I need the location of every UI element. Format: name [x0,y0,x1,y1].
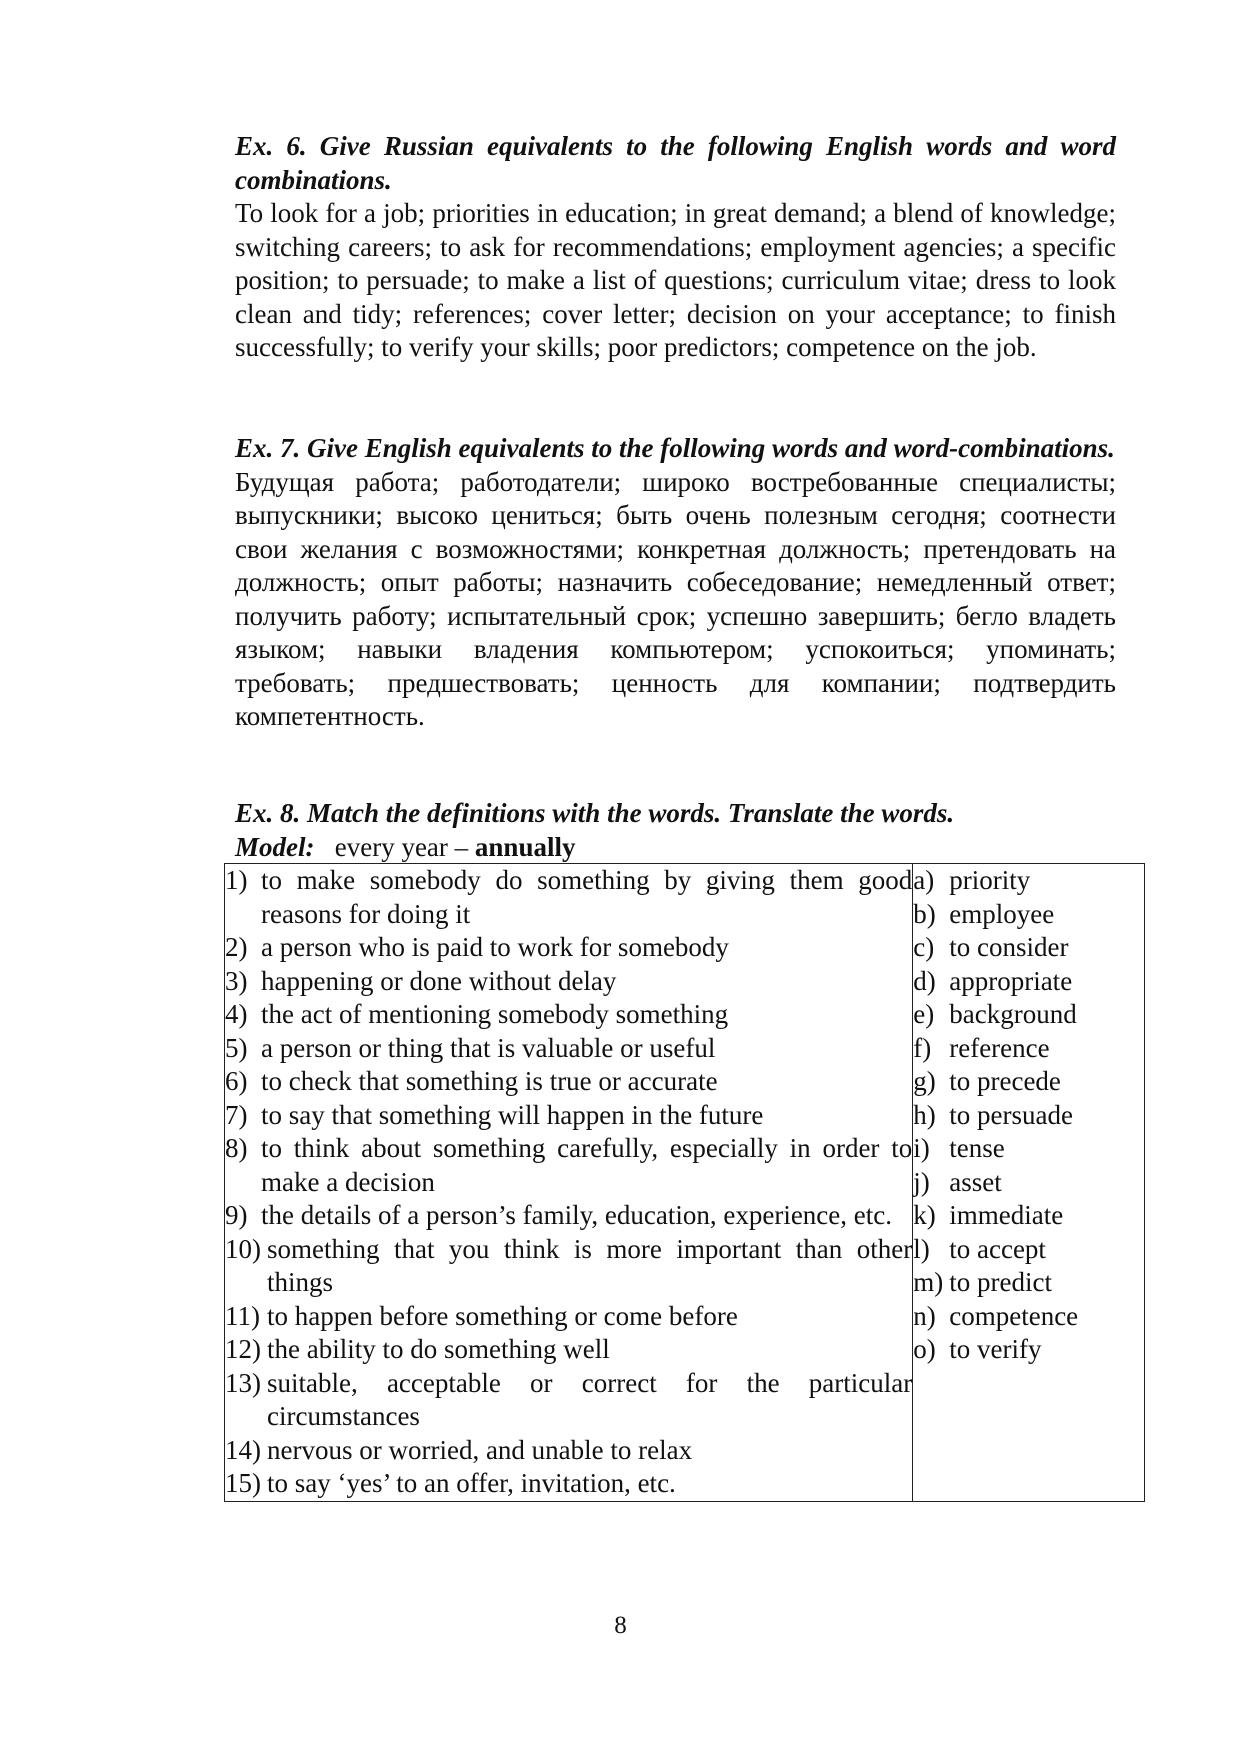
word-letter: h) [913,1099,936,1130]
word-letter: e) [913,999,935,1029]
exercise-7-title: Ex. 7. Give English equivalents to the following words and word-combinations. [235,433,1115,463]
word-letter: o) [913,1334,936,1364]
word-letter: n) [913,1300,936,1331]
word-item [913,1266,1144,1300]
word-letter: d) [913,965,936,996]
definition-item [225,1300,912,1334]
definition-number: 5) [225,1032,248,1063]
word-text: to precede [949,1066,1061,1096]
definition-text: to say that something will happen in the future [261,1099,764,1130]
definition-text: to happen before something or come before [267,1300,738,1331]
word-item [913,1166,1144,1200]
words-column [913,864,1145,1502]
word-text: asset [949,1166,1002,1197]
definitions-column [225,864,913,1502]
definition-text: suitable, acceptable or correct for the particular circumstances [267,1367,913,1431]
definition-text: something that you think is more important than other things [267,1233,913,1297]
word-item [913,1099,1144,1133]
word-item [913,1300,1144,1334]
definition-item [225,1065,912,1099]
model-label: Model: [235,831,315,862]
word-item [913,965,1144,999]
word-item [913,1233,1144,1267]
word-item [913,1199,1144,1233]
definition-item [225,998,912,1032]
definition-item [225,1434,912,1468]
definition-item [225,965,912,999]
definition-number: 10) [225,1233,261,1264]
page-number: 8 [614,1612,627,1639]
definition-number: 6) [225,1066,248,1096]
word-text: appropriate [949,965,1073,996]
definition-number: 11) [225,1300,260,1331]
word-item [913,998,1144,1032]
definition-number: 7) [225,1099,248,1130]
word-item [913,1132,1144,1166]
word-text: priority [949,865,1031,895]
definition-text: the details of a person’s family, education, experience, etc. [261,1200,892,1230]
definition-text: a person or thing that is valuable or useful [261,1032,716,1063]
exercise-8-title: Ex. 8. Match the definitions with the words. Translate the words. [235,798,955,828]
word-letter: l) [913,1233,930,1264]
words-list [913,864,1144,1367]
word-text: to verify [949,1334,1042,1364]
exercise-8 [235,797,1116,864]
word-letter: b) [913,898,936,929]
definition-item [225,1333,912,1367]
definition-number: 1) [225,865,248,895]
word-text: to consider [949,932,1069,962]
word-letter: g) [913,1066,936,1096]
word-text: background [949,999,1077,1029]
definition-text: to make somebody do something by giving them good reasons for doing it [261,865,913,929]
word-text: immediate [949,1200,1064,1230]
definitions-list [225,864,912,1501]
exercise-6-body: To look for a job; priorities in education; in great demand; a blend of knowledge; switching careers; to ask for recommendations; employment agencies; a specific position; to persuade; to make a list of questions; curriculum vitae; dress to look clean and tidy; references; cover letter; decision on your acceptance; to finish successfully; to verify your skills; poor predictors; competence on the job. [235,198,1116,362]
word-text: competence [949,1300,1079,1331]
exercise-7-body: Будущая работа; работодатели; широко востребованные специалисты; выпускники; высоко цениться; быть очень полезным сегодня; соотнести свои желания с возможностями; конкретная должность; претендовать на должность; опыт работы; назначить собеседование; немедленный ответ; получить работу; испытательный срок; успешно завершить; бегло владеть языком; навыки владения компьютером; успокоиться; упоминать; требовать; предшествовать; ценность для компании; подтвердить компетентность. [235,466,1116,731]
definition-number: 8) [225,1133,248,1163]
definition-item [225,1233,912,1300]
definition-item [225,931,912,965]
definition-number: 14) [225,1434,261,1465]
exercise-6 [235,130,1116,365]
word-text: to persuade [949,1099,1073,1130]
word-item [913,1065,1144,1099]
exercise-6-title: Ex. 6. Give Russian equivalents to the following English words and word combinations. [235,131,1116,195]
definition-number: 4) [225,999,248,1029]
word-letter: f) [913,1032,932,1063]
word-item [913,931,1144,965]
definition-item [225,1099,912,1133]
word-item [913,1333,1144,1367]
definition-text: to check that something is true or accurate [261,1066,718,1096]
definition-text: happening or done without delay [261,965,617,996]
definition-number: 15) [225,1468,261,1498]
word-letter: k) [913,1200,936,1230]
matching-table [224,863,1145,1502]
definition-text: to say ‘yes’ to an offer, invitation, etc. [267,1468,676,1498]
word-text: to accept [949,1233,1046,1264]
word-item [913,1032,1144,1066]
definition-number: 13) [225,1367,261,1398]
word-letter: j) [913,1166,930,1197]
word-text: to predict [949,1267,1052,1297]
definition-text: to think about something carefully, especially in order to make a decision [261,1133,913,1197]
definition-text: the ability to do something well [267,1334,610,1364]
word-item [913,864,1144,898]
word-letter: m) [913,1267,944,1297]
definition-item [225,1132,912,1199]
word-letter: c) [913,932,935,962]
definition-item [225,1467,912,1501]
definition-text: a person who is paid to work for somebody [261,932,729,962]
definition-item [225,1032,912,1066]
model-text: every year – [334,831,469,862]
definition-number: 2) [225,932,248,962]
word-item [913,898,1144,932]
definition-item [225,1199,912,1233]
word-text: employee [949,898,1055,929]
definition-text: nervous or worried, and unable to relax [267,1434,693,1465]
definition-text: the act of mentioning somebody something [261,999,729,1029]
word-letter: a) [913,865,935,895]
definition-number: 9) [225,1200,248,1230]
model-answer: annually [474,831,576,862]
model-example [235,831,1116,865]
word-text: tense [949,1133,1005,1163]
definition-number: 12) [225,1334,261,1364]
word-text: reference [949,1032,1050,1063]
definition-item [225,1367,912,1434]
definition-item [225,864,912,931]
definition-number: 3) [225,965,248,996]
word-letter: i) [913,1133,930,1163]
exercise-7 [235,432,1116,734]
